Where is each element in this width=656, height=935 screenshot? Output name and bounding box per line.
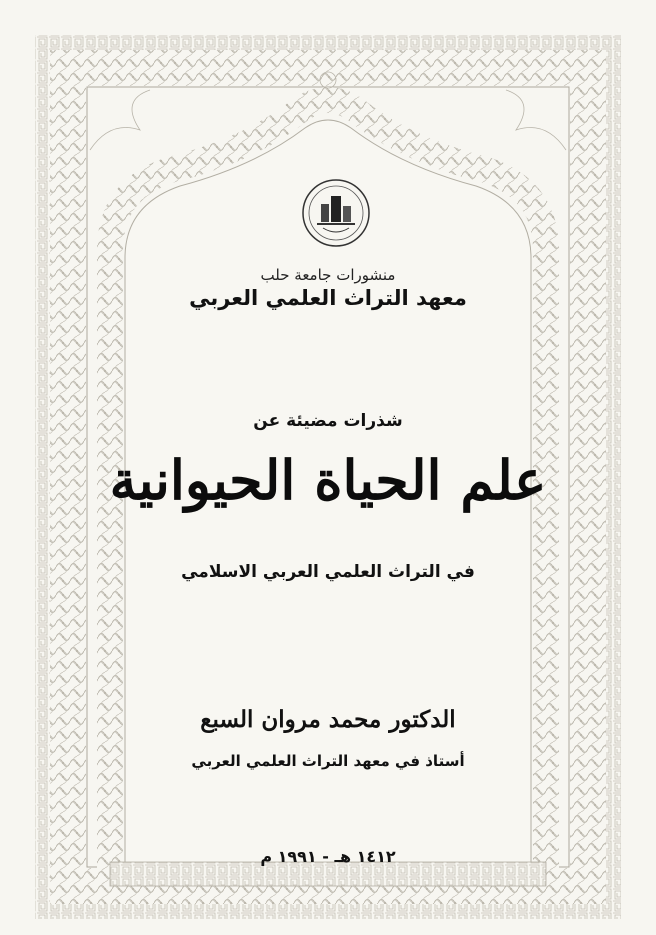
author-position: أستاذ في معهد التراث العلمي العربي — [191, 752, 465, 770]
title-suffix: في التراث العلمي العربي الاسلامي — [181, 562, 475, 582]
title-prefix: شذرات مضيئة عن — [253, 411, 403, 431]
publisher-line-2: معهد التراث العلمي العربي — [189, 286, 467, 310]
book-title: علم الحياة الحيوانية — [109, 448, 547, 512]
publisher-line-1: منشورات جامعة حلب — [260, 266, 396, 284]
university-seal-icon — [301, 178, 371, 248]
publication-date: ١٤١٢ هـ - ١٩٩١ م — [260, 847, 396, 866]
author-name: الدكتور محمد مروان السبع — [200, 706, 456, 733]
